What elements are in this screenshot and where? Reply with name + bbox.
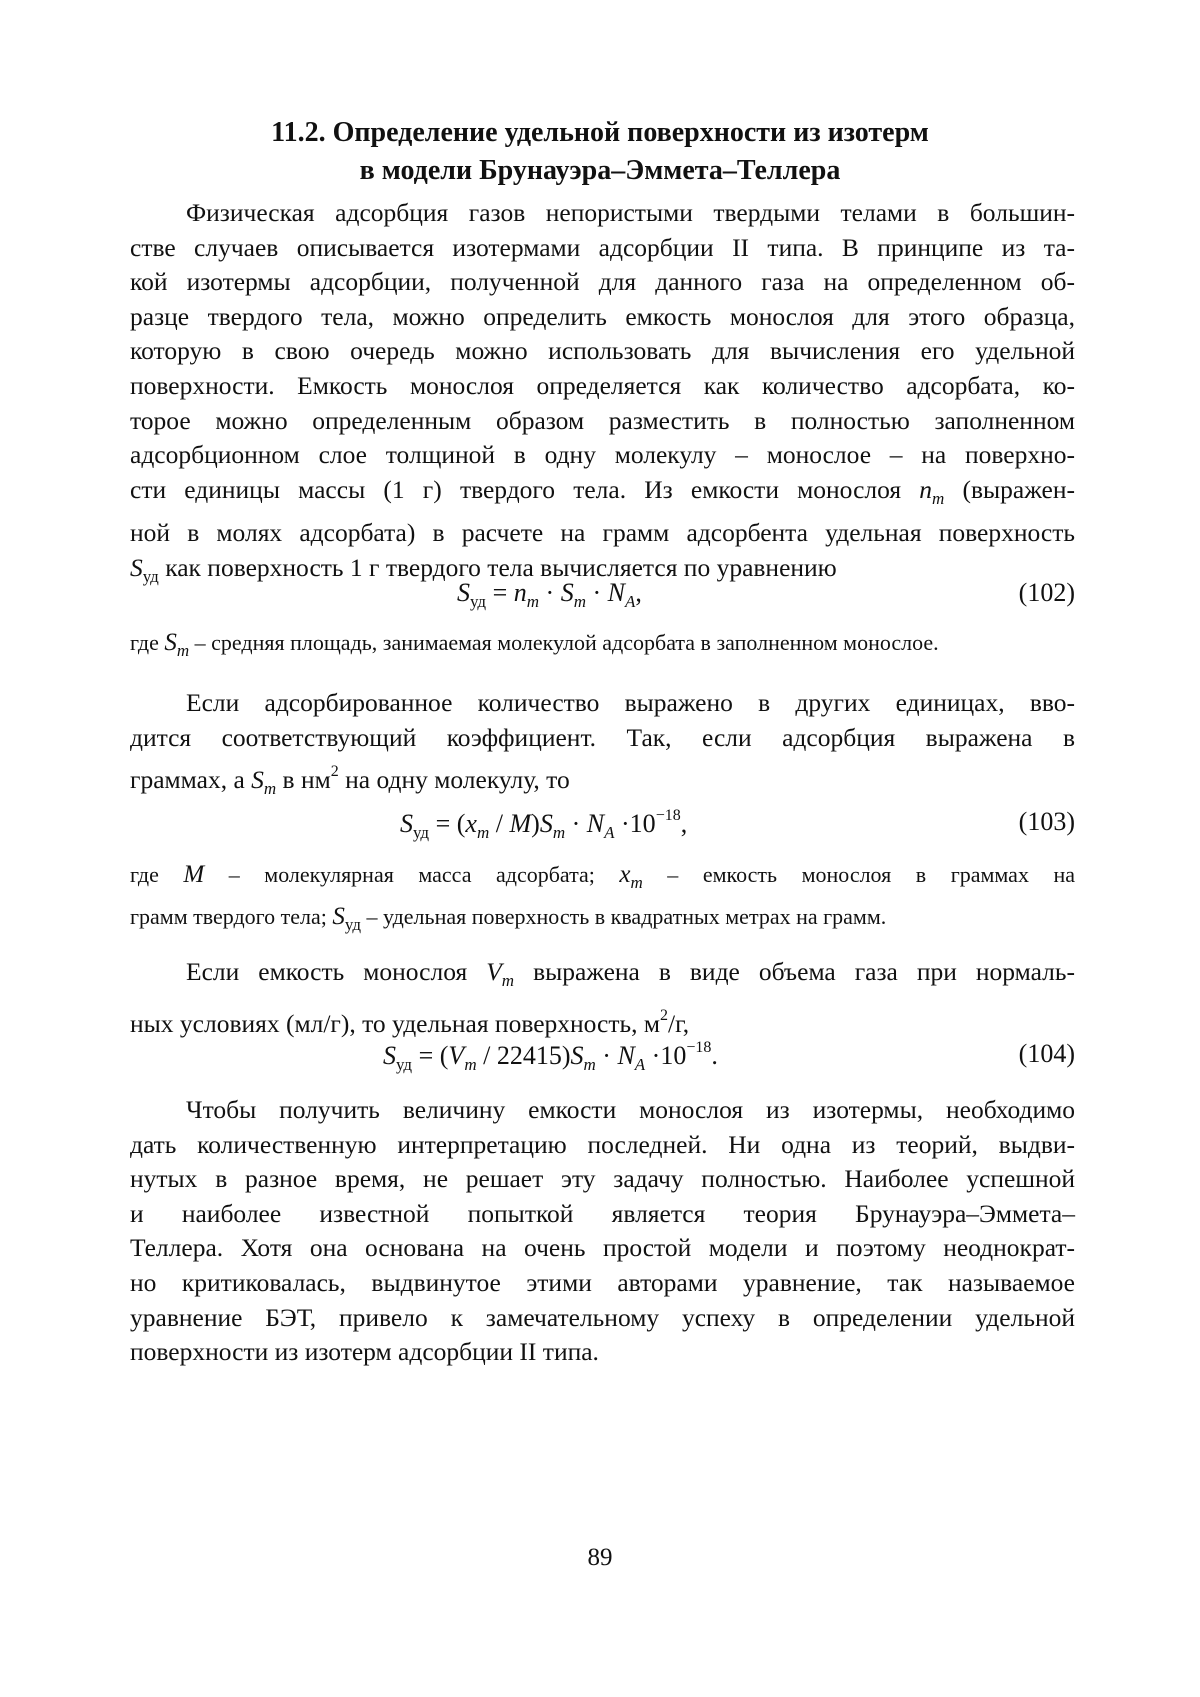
text-line: ной в молях адсорбата) в расчете на грамм адсорбента удельная поверхность: [130, 518, 1075, 548]
title-line-2: в модели Брунауэра–Эммета–Теллера: [359, 155, 841, 186]
text-line: Если емкость монослоя $V_m$ выражена в виде объема газа при нормаль-: [186, 957, 1076, 990]
equation-number: (102): [1018, 578, 1075, 607]
text-line: дать количественную интерпретацию последней. Ни одна из теорий, выдви-: [130, 1129, 1075, 1159]
subscript: уд: [142, 566, 159, 586]
text-line: и наиболее известной попыткой является теория Брунауэра–Эммета–: [130, 1198, 1075, 1228]
text-line: кой изотермы адсорбции, полученной для данного газа на определенном об-: [130, 267, 1075, 297]
text-line: грамм твердого тела; $S_{уд}$ – удельная поверхность в квадратных метрах на грамм.: [130, 903, 887, 934]
equation-number: (104): [1018, 1039, 1075, 1068]
formula: $S_{уд} = (x_m / M)S_m \cdot N_A \cdot 10^{-18}$,: [400, 807, 688, 842]
text-line: Теллера. Хотя она основана на очень простой модели и поэтому неоднократ-: [130, 1233, 1075, 1263]
text-line: [130, 473, 1075, 517]
text-line: которую в свою очередь можно использовать для вычисления его удельной: [130, 336, 1075, 366]
page-number: 89: [587, 1544, 613, 1571]
title-line-1: 11.2. Определение удельной поверхности из изотерм: [271, 117, 929, 148]
variable-n: n: [919, 474, 933, 504]
text-line: Чтобы получить величину емкости монослоя из изотермы, необходимо: [186, 1095, 1075, 1124]
formula: $S_{уд} = n_m \cdot S_m \cdot N_A$,: [457, 578, 642, 611]
text-line: Физическая адсорбция газов непористыми твердыми телами в большин-: [186, 198, 1075, 227]
text-line: ных условиях (мл/г), то удельная поверхность, $м^2/г$,: [130, 1006, 690, 1038]
formula: $S_{уд} = (V_m / 22415)S_m \cdot N_A \cdot 10^{-18}$.: [383, 1039, 718, 1074]
subscript: m: [932, 488, 945, 508]
text-line: уравнение БЭТ, привело к замечательному успеху в определении удельной: [130, 1302, 1075, 1332]
definition-1: [130, 626, 1075, 668]
paragraph-4: [130, 1093, 1075, 1370]
text-line: поверхности. Емкость монослоя определяется как количество адсорбата, ко-: [130, 370, 1075, 400]
paragraph-3: [130, 955, 1075, 1041]
text-fragment: (выражен-: [944, 474, 1075, 504]
variable-s: S: [130, 552, 143, 582]
equation-number: (103): [1018, 807, 1075, 836]
text-fragment: сти единицы массы (1 г) твердого тела. Из емкости монослоя: [130, 474, 920, 504]
text-line: торое можно определенным образом разместить в полностью заполненном: [130, 405, 1075, 435]
text-line: где M – молекулярная масса адсорбата; $x_m$ – емкость монослоя в граммах на: [130, 861, 1076, 892]
paragraph-2: [130, 686, 1075, 807]
text-line: граммах, а $S_m$ в $нм^2$ на одну молекулу, то: [130, 763, 570, 799]
text-line: нутых в разное время, не решает эту задачу полностью. Наиболее успешной: [130, 1164, 1075, 1194]
paragraph-1: [130, 196, 1075, 595]
text-fragment: как поверхность 1 г твердого тела вычисляется по уравнению: [158, 552, 837, 582]
text-line: разце твердого тела, можно определить емкость монослоя для этого образца,: [130, 301, 1075, 331]
text-line: дится соответствующий коэффициент. Так, если адсорбция выражена в: [130, 722, 1075, 752]
text-line: где $S_m$ – средняя площадь, занимаемая молекулой адсорбата в заполненном монослое.: [130, 629, 939, 660]
text-line: стве случаев описывается изотермами адсорбции II типа. В принципе из та-: [130, 232, 1075, 262]
section-title: [130, 114, 1070, 190]
text-line: поверхности из изотерм адсорбции II типа.: [130, 1337, 599, 1367]
equation-103: [130, 807, 1075, 847]
equation-102: [130, 578, 1075, 618]
text-line: адсорбционном слое толщиной в одну молекулу – монослое – на поверхно-: [130, 440, 1075, 470]
equation-104: [130, 1039, 1075, 1079]
text-line: Если адсорбированное количество выражено в других единицах, вво-: [186, 688, 1075, 717]
definition-2: [130, 858, 1075, 942]
text-line: но критиковалась, выдвинутое этими авторами уравнение, так называемое: [130, 1267, 1075, 1297]
